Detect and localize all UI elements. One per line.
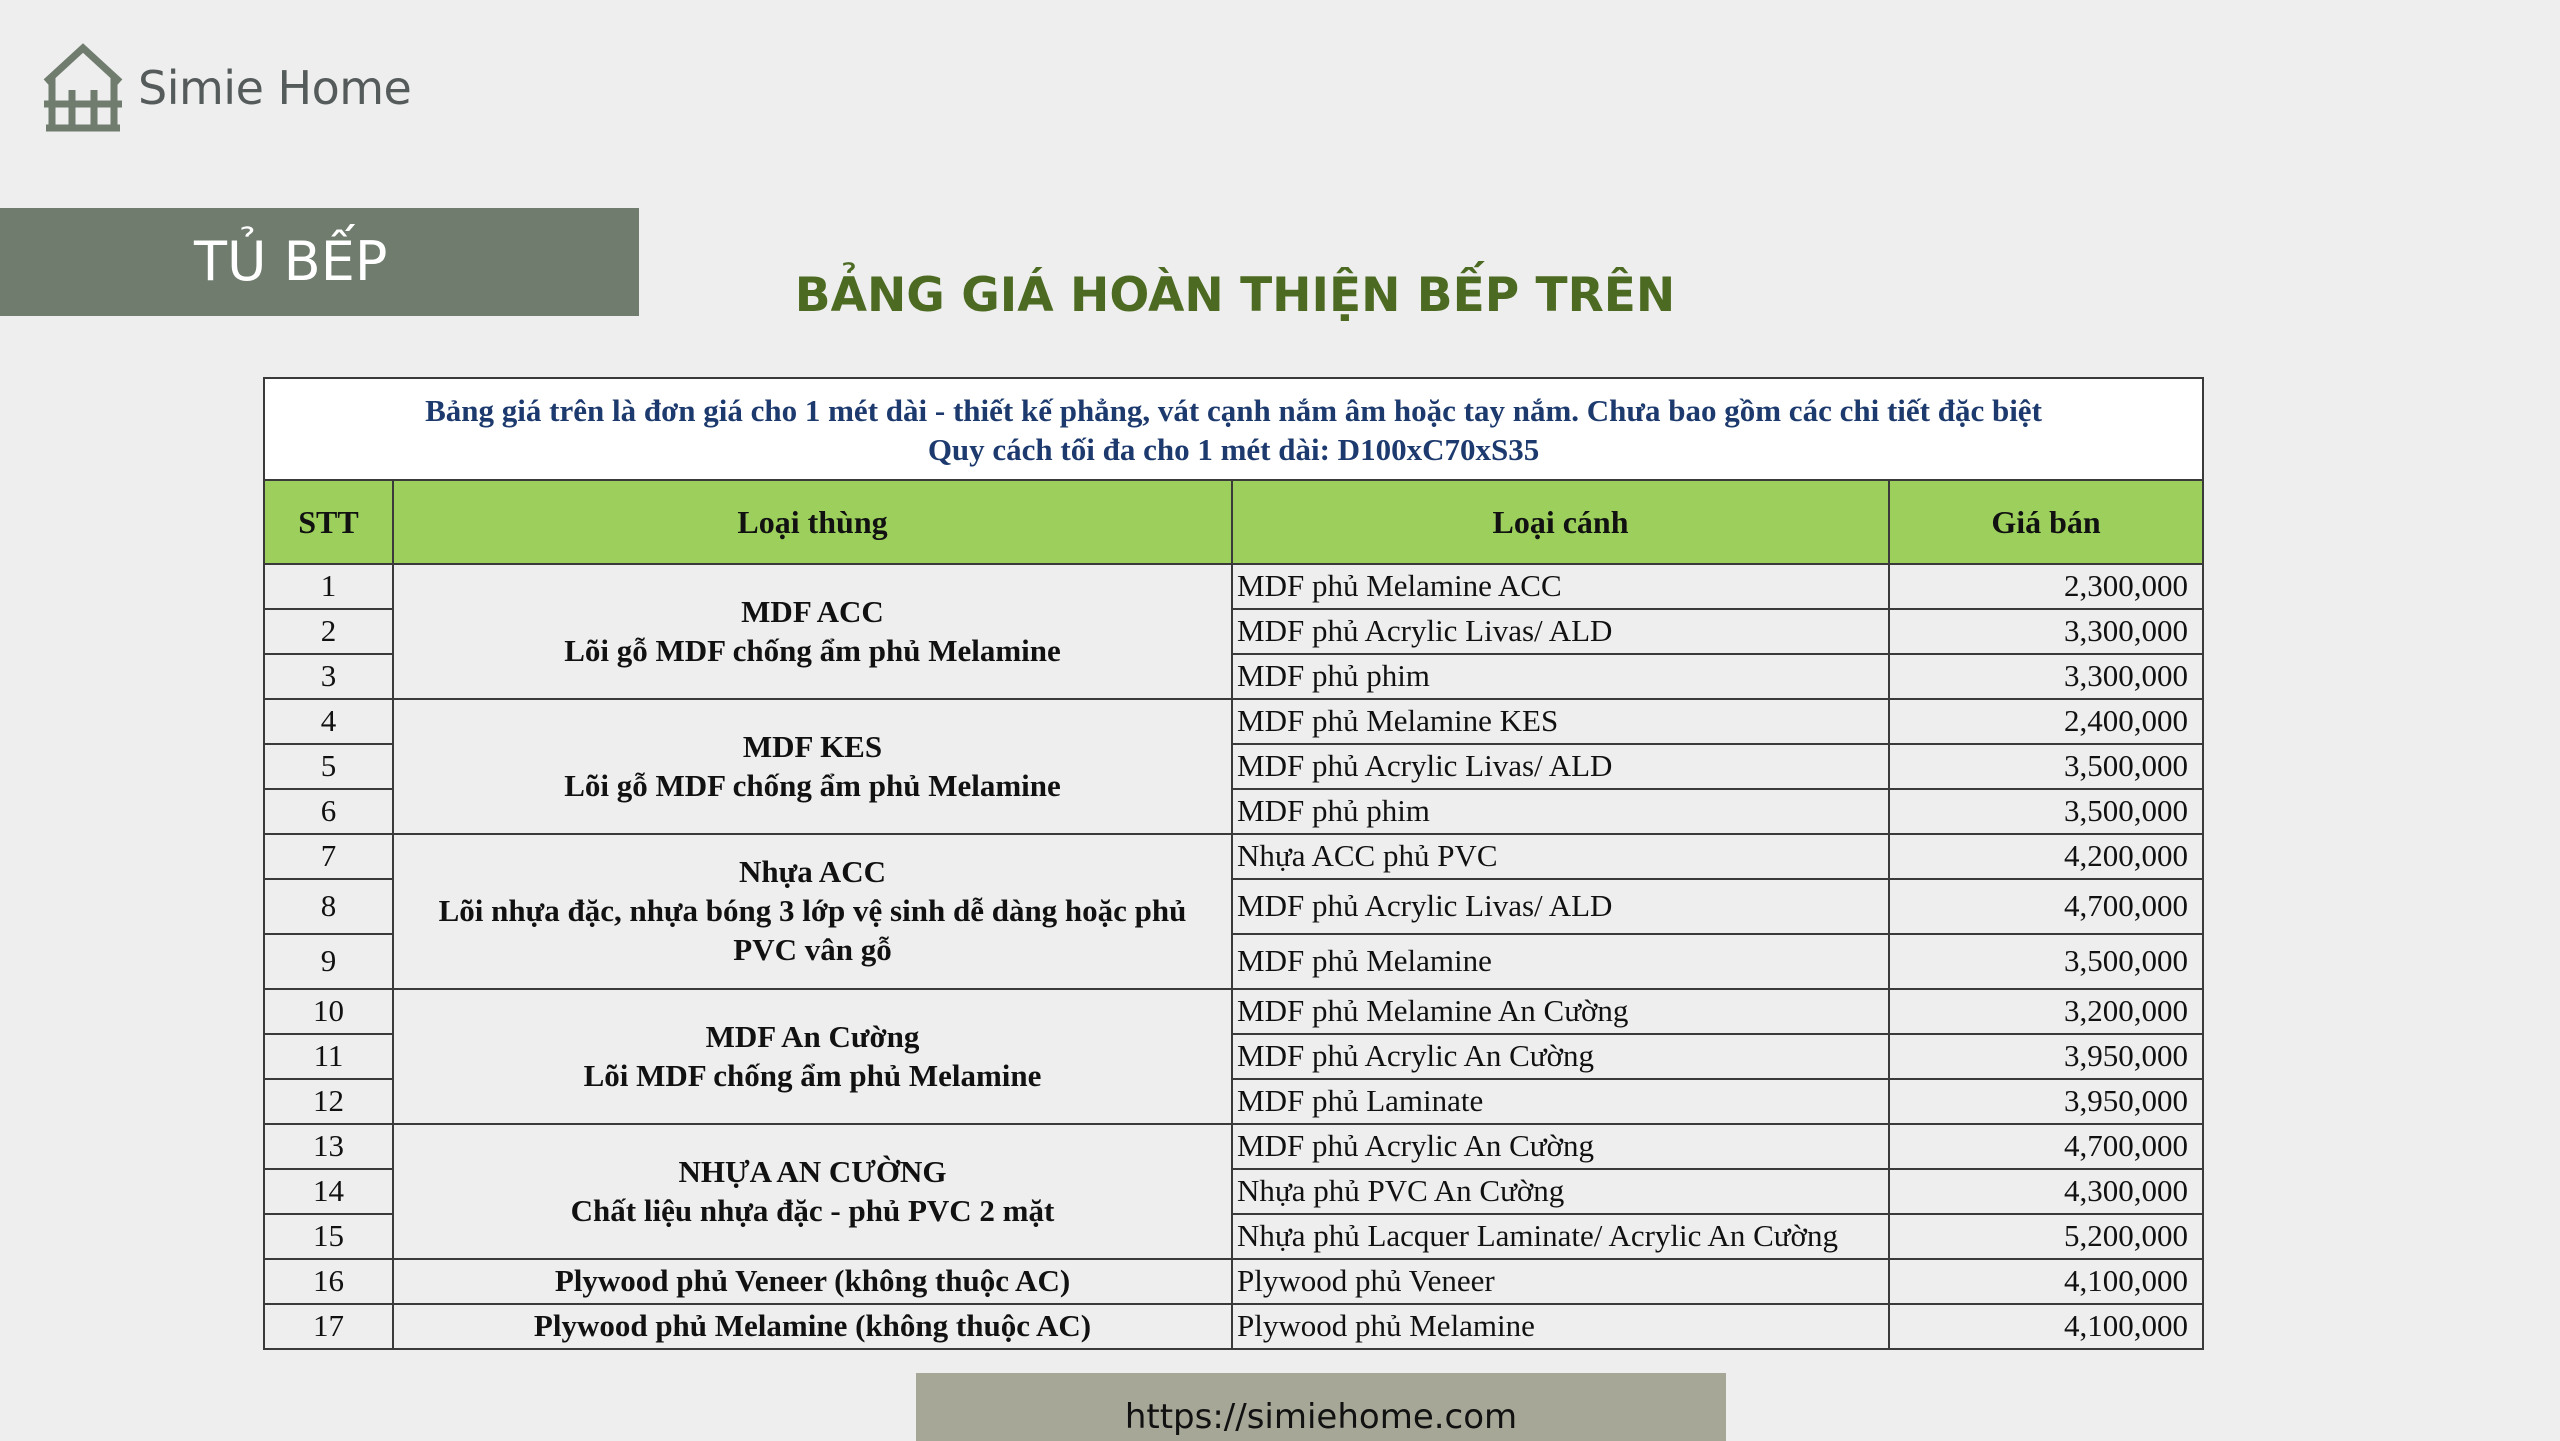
cell-gia-ban: 4,200,000 (1889, 834, 2203, 879)
cell-loai-canh: MDF phủ Acrylic An Cường (1232, 1034, 1889, 1079)
table-note-line-1: Bảng giá trên là đơn giá cho 1 mét dài - thiết kế phẳng, vát cạnh nắm âm hoặc tay nắm. Chưa bao gồm các chi tiết đặc biệt (425, 393, 2042, 429)
cell-gia-ban: 2,400,000 (1889, 699, 2203, 744)
cell-gia-ban: 4,700,000 (1889, 1124, 2203, 1169)
loai-thung-desc: Lõi MDF chống ẩm phủ Melamine (583, 1057, 1042, 1093)
table-row (264, 1259, 2203, 1304)
table-note-row (264, 378, 2203, 480)
cell-loai-canh: MDF phủ Melamine KES (1232, 699, 1889, 744)
cell-loai-thung (393, 989, 1232, 1124)
cell-loai-canh: MDF phủ phim (1232, 789, 1889, 834)
cell-stt: 12 (264, 1079, 393, 1124)
table-row (264, 1304, 2203, 1349)
cell-loai-canh: MDF phủ Acrylic Livas/ ALD (1232, 744, 1889, 789)
cell-gia-ban: 2,300,000 (1889, 564, 2203, 609)
loai-thung-desc: Lõi nhựa đặc, nhựa bóng 3 lớp vệ sinh dễ dàng hoặc phủ PVC vân gỗ (438, 893, 1187, 967)
cell-stt: 7 (264, 834, 393, 879)
brand-logo (42, 40, 411, 136)
table-note-line-2: Quy cách tối đa cho 1 mét dài: D100xC70xS35 (927, 432, 1540, 467)
section-label: TỦ BẾP (0, 208, 639, 316)
cell-gia-ban: 4,300,000 (1889, 1169, 2203, 1214)
loai-thung-title: MDF An Cường (705, 1018, 920, 1054)
loai-thung-title: Plywood phủ Melamine (không thuộc AC) (533, 1308, 1092, 1344)
header-gia-ban: Giá bán (1889, 480, 2203, 564)
cell-gia-ban: 4,100,000 (1889, 1259, 2203, 1304)
cell-stt: 2 (264, 609, 393, 654)
table-row (264, 834, 2203, 879)
cell-loai-thung (393, 1304, 1232, 1349)
loai-thung-desc: Chất liệu nhựa đặc - phủ PVC 2 mặt (570, 1192, 1055, 1228)
cell-loai-canh: MDF phủ Acrylic An Cường (1232, 1124, 1889, 1169)
cell-stt: 8 (264, 879, 393, 934)
cell-loai-canh: Plywood phủ Veneer (1232, 1259, 1889, 1304)
cell-stt: 14 (264, 1169, 393, 1214)
cell-stt: 15 (264, 1214, 393, 1259)
website-url[interactable]: https://simiehome.com (916, 1373, 1726, 1441)
cell-stt: 16 (264, 1259, 393, 1304)
loai-thung-title: MDF ACC (741, 593, 884, 629)
cell-loai-canh: Plywood phủ Melamine (1232, 1304, 1889, 1349)
loai-thung-desc: Lõi gỗ MDF chống ẩm phủ Melamine (564, 767, 1061, 803)
cell-stt: 10 (264, 989, 393, 1034)
table-note (264, 378, 2203, 480)
cell-stt: 4 (264, 699, 393, 744)
brand-name: Simie Home (138, 61, 412, 115)
cell-loai-canh: MDF phủ Melamine (1232, 934, 1889, 989)
cell-loai-thung (393, 1259, 1232, 1304)
cell-stt: 9 (264, 934, 393, 989)
cell-stt: 1 (264, 564, 393, 609)
loai-thung-desc: Lõi gỗ MDF chống ẩm phủ Melamine (564, 632, 1061, 668)
cell-gia-ban: 3,300,000 (1889, 654, 2203, 699)
table-header-row (264, 480, 2203, 564)
cell-loai-canh: MDF phủ phim (1232, 654, 1889, 699)
loai-thung-title: Nhựa ACC (739, 854, 886, 890)
cell-gia-ban: 3,950,000 (1889, 1034, 2203, 1079)
cell-stt: 5 (264, 744, 393, 789)
cell-loai-canh: Nhựa ACC phủ PVC (1232, 834, 1889, 879)
header-stt: STT (264, 480, 393, 564)
cell-stt: 13 (264, 1124, 393, 1169)
cell-gia-ban: 4,100,000 (1889, 1304, 2203, 1349)
cell-loai-canh: MDF phủ Melamine ACC (1232, 564, 1889, 609)
cell-loai-thung (393, 564, 1232, 699)
cell-gia-ban: 3,200,000 (1889, 989, 2203, 1034)
page-title: BẢNG GIÁ HOÀN THIỆN BẾP TRÊN (794, 268, 1676, 323)
loai-thung-title: NHỰA AN CƯỜNG (678, 1153, 947, 1189)
header-loai-canh: Loại cánh (1232, 480, 1889, 564)
cell-loai-thung (393, 699, 1232, 834)
cell-gia-ban: 5,200,000 (1889, 1214, 2203, 1259)
cell-loai-thung (393, 1124, 1232, 1259)
table-row (264, 699, 2203, 744)
cell-loai-canh: MDF phủ Melamine An Cường (1232, 989, 1889, 1034)
cell-gia-ban: 3,500,000 (1889, 789, 2203, 834)
cell-gia-ban: 4,700,000 (1889, 879, 2203, 934)
cell-loai-canh: MDF phủ Acrylic Livas/ ALD (1232, 879, 1889, 934)
loai-thung-title: MDF KES (742, 728, 883, 764)
cell-loai-canh: Nhựa phủ PVC An Cường (1232, 1169, 1889, 1214)
cell-gia-ban: 3,300,000 (1889, 609, 2203, 654)
cell-loai-canh: MDF phủ Laminate (1232, 1079, 1889, 1124)
cell-stt: 17 (264, 1304, 393, 1349)
table-row (264, 564, 2203, 609)
cell-stt: 11 (264, 1034, 393, 1079)
cell-loai-thung (393, 834, 1232, 989)
cell-gia-ban: 3,950,000 (1889, 1079, 2203, 1124)
loai-thung-title: Plywood phủ Veneer (không thuộc AC) (554, 1263, 1071, 1299)
cell-loai-canh: Nhựa phủ Lacquer Laminate/ Acrylic An Cường (1232, 1214, 1889, 1259)
cell-gia-ban: 3,500,000 (1889, 744, 2203, 789)
house-logo-icon (42, 42, 124, 134)
cell-loai-canh: MDF phủ Acrylic Livas/ ALD (1232, 609, 1889, 654)
header-loai-thung: Loại thùng (393, 480, 1232, 564)
cell-stt: 3 (264, 654, 393, 699)
table-row (264, 989, 2203, 1034)
cell-stt: 6 (264, 789, 393, 834)
table-row (264, 1124, 2203, 1169)
price-table (263, 377, 2204, 1350)
cell-gia-ban: 3,500,000 (1889, 934, 2203, 989)
